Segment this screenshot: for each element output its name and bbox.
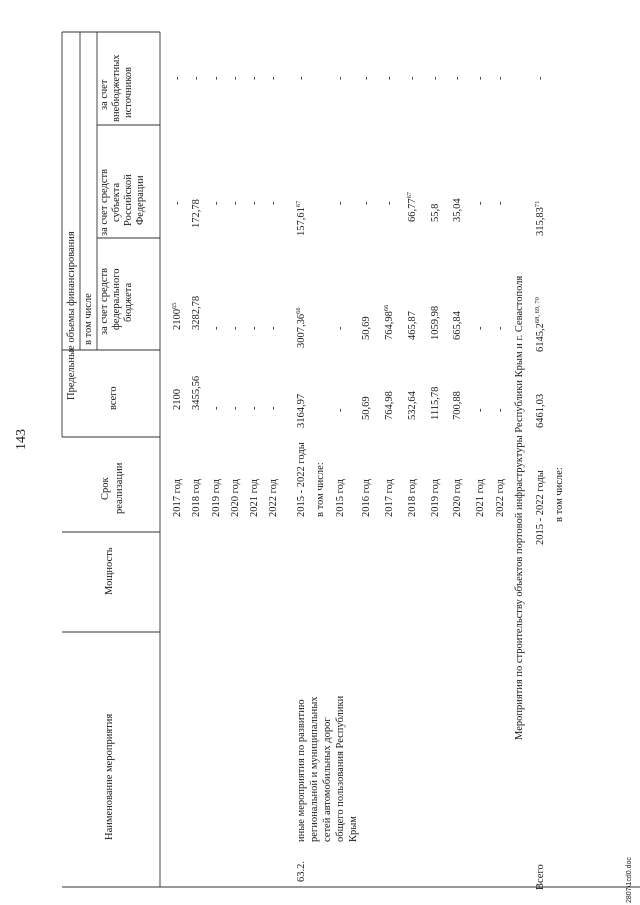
header-total: всего (108, 386, 119, 410)
federal-cell: 6145,2$^{68, 69, 70}$ (534, 297, 546, 352)
header-extra-l1: за счет (99, 79, 110, 110)
extra-cell: - (430, 76, 441, 80)
extra-cell: - (452, 76, 463, 80)
header-federal-l1: за счет средств (99, 267, 110, 335)
subject-cell: - (268, 201, 279, 205)
federal-cell: 465,87 (407, 311, 418, 340)
item-name-line: сетей автомобильных дорог (322, 717, 333, 842)
header-name: Наименование мероприятия (104, 713, 115, 840)
subject-cell: 157,61$^{67}$ (295, 200, 307, 236)
subject-cell: 55,8 (430, 203, 441, 222)
period-cell: 2019 год (430, 479, 441, 517)
extra-cell: - (191, 76, 202, 80)
total-cell: - (230, 406, 241, 410)
federal-cell: 2100$^{65}$ (171, 302, 183, 330)
total-cell: - (475, 408, 486, 412)
total-cell: 700,88 (452, 391, 463, 420)
subject-cell: - (230, 201, 241, 205)
federal-cell: - (211, 326, 222, 330)
subject-cell: - (249, 201, 260, 205)
section-title: Мероприятия по строительству объектов портовой инфраструктуры Республики Крым и г. Севастополя (514, 275, 525, 740)
federal-cell: - (495, 326, 506, 330)
federal-cell: - (335, 326, 346, 330)
extra-cell: - (361, 76, 372, 80)
item-name-line: общего пользования Республики (335, 695, 346, 842)
total-label: Всего (535, 864, 546, 890)
period-cell: 2018 год (407, 479, 418, 517)
total-cell: 50,69 (361, 396, 372, 420)
federal-cell: - (475, 326, 486, 330)
period-cell: 2018 год (191, 479, 202, 517)
header-period-line1: Срок (100, 477, 111, 500)
header-including: в том числе (83, 293, 94, 345)
period-cell: 2015 год (335, 479, 346, 517)
federal-cell: 764,98$^{66}$ (383, 304, 395, 340)
period-cell: 2016 год (361, 479, 372, 517)
subject-cell: - (361, 201, 372, 205)
total-cell: 764,98 (384, 391, 395, 420)
total-cell: 2100 (172, 389, 183, 410)
subject-cell: - (211, 201, 222, 205)
subject-cell: - (172, 201, 183, 205)
federal-cell: 1059,98 (430, 305, 441, 340)
header-federal-l2: федерального (111, 268, 122, 330)
header-subject-l3: Российской (123, 174, 134, 226)
total-cell: 3164,97 (296, 393, 307, 428)
subject-cell: - (384, 201, 395, 205)
header-subject-l2: субъекта (111, 182, 122, 222)
period-cell: 2017 год (384, 479, 395, 517)
total-cell: 6461,03 (535, 393, 546, 428)
extra-cell: - (475, 76, 486, 80)
period-cell: 2021 год (475, 479, 486, 517)
federal-cell: 3282,78 (191, 295, 202, 330)
extra-cell: - (172, 76, 183, 80)
subject-cell: 35,04 (452, 198, 463, 222)
header-subject-l1: за счет средств (99, 168, 110, 236)
header-federal-l3: бюджета (123, 282, 134, 322)
period-cell: 2017 год (172, 479, 183, 517)
page-number: 143 (14, 429, 29, 450)
item-name-line: региональной и муниципальных (309, 696, 320, 842)
federal-cell: 665,84 (452, 311, 463, 340)
header-subject-l4: Федерации (135, 175, 146, 225)
extra-cell: - (407, 76, 418, 80)
extra-cell: - (384, 76, 395, 80)
header-extra-l3: источников (123, 66, 134, 118)
total-cell: - (249, 406, 260, 410)
federal-cell: - (268, 326, 279, 330)
header-period-line2: реализации (114, 462, 125, 514)
federal-cell: 3007,36$^{66}$ (295, 307, 307, 348)
subject-cell: - (475, 201, 486, 205)
header-extra-l2: внебюджетных (111, 54, 122, 122)
including-label: в том числе: (554, 467, 565, 522)
extra-cell: - (495, 76, 506, 80)
federal-cell: 50,69 (361, 316, 372, 340)
extra-cell: - (335, 76, 346, 80)
period-cell: 2015 - 2022 годы (296, 442, 307, 517)
total-cell: - (335, 408, 346, 412)
period-cell: 2021 год (249, 479, 260, 517)
period-cell: 2022 год (268, 479, 279, 517)
extra-cell: - (535, 76, 546, 80)
total-cell: - (268, 406, 279, 410)
period-cell: 2019 год (211, 479, 222, 517)
extra-cell: - (296, 76, 307, 80)
extra-cell: - (230, 76, 241, 80)
subject-cell: 66,77$^{67}$ (406, 191, 418, 222)
federal-cell: - (249, 326, 260, 330)
extra-cell: - (211, 76, 222, 80)
period-cell: 2015 - 2022 годы (535, 470, 546, 545)
item-name-line: Крым (348, 816, 359, 842)
header-capacity: Мощность (104, 547, 115, 595)
subject-cell: - (495, 201, 506, 205)
extra-cell: - (249, 76, 260, 80)
subject-cell: - (335, 201, 346, 205)
total-cell: 3455,56 (191, 375, 202, 410)
including-label: в том числе: (315, 462, 326, 517)
total-cell: - (211, 406, 222, 410)
footer-filename: 2807\1cd0.doc (626, 857, 633, 903)
total-cell: 1115,78 (430, 386, 441, 420)
total-cell: - (495, 408, 506, 412)
period-cell: 2022 год (495, 479, 506, 517)
extra-cell: - (268, 76, 279, 80)
subject-cell: 172,78 (191, 199, 202, 228)
period-cell: 2020 год (230, 479, 241, 517)
total-cell: 532,64 (407, 391, 418, 420)
header-funding-group: Предельные объемы финансирования (66, 231, 77, 400)
item-number: 63.2. (296, 861, 307, 882)
period-cell: 2020 год (452, 479, 463, 517)
subject-cell: 315,83$^{71}$ (534, 200, 546, 236)
item-name-line: иные мероприятия по развитию (296, 699, 307, 842)
federal-cell: - (230, 326, 241, 330)
